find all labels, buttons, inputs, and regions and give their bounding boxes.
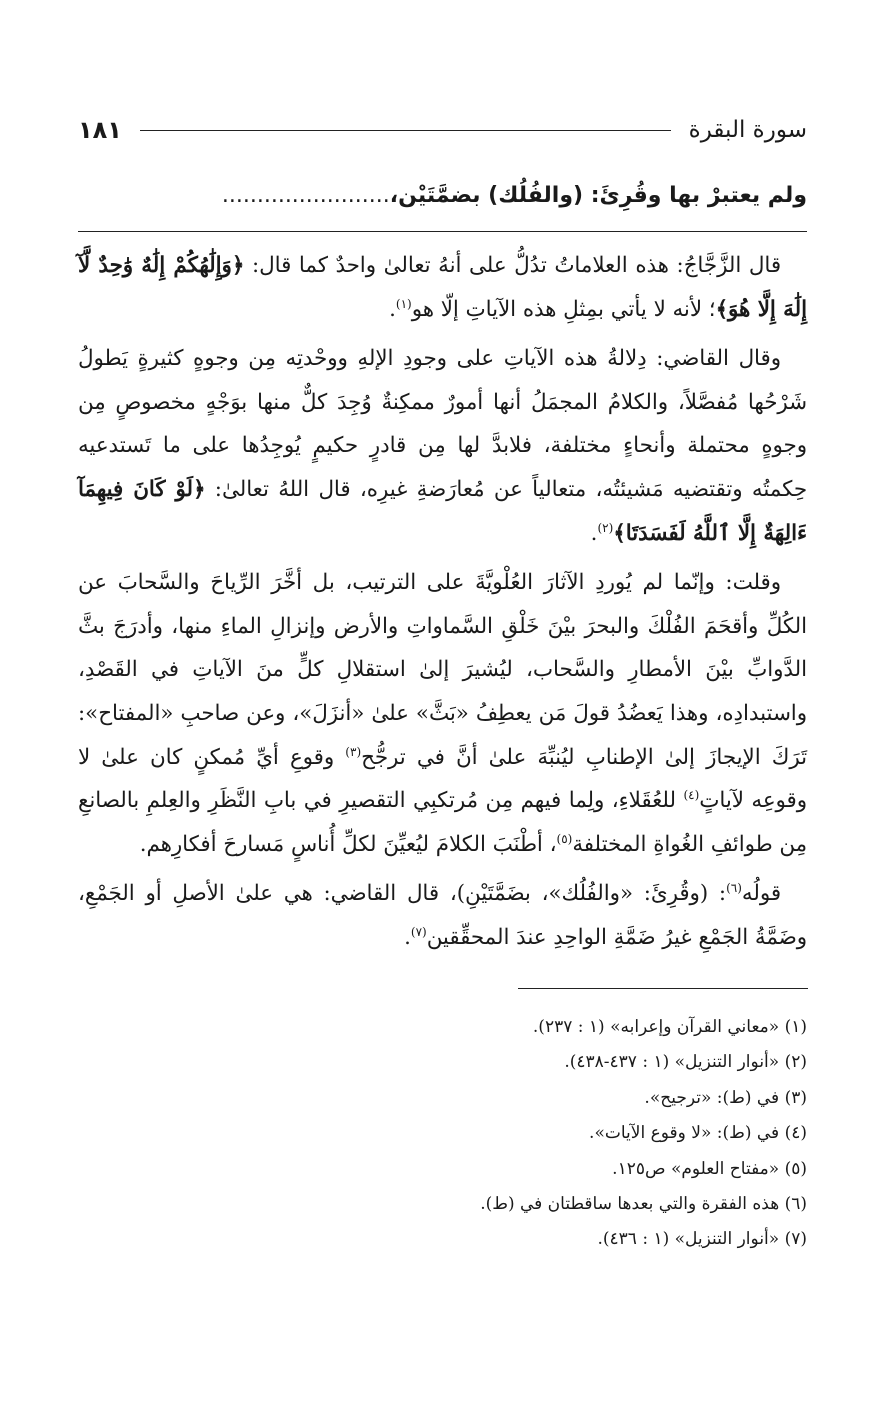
footnote-ref: (٥): [556, 831, 573, 846]
text-run: وقال القاضي: دِلالةُ هذه الآياتِ على وجودِ الإلهِ ووحْدتِه مِن وجوهٍ كثيرةٍ يَطولُ شَرْحُها مُفصَّلاً، والكلامُ المجمَلُ أنها أمورٌ ممكِنةٌ وُجِدَ كلٌّ منها بوَجْهٍ مخصوصٍ مِن وجوهٍ محتملة وأنحاءٍ مختلفة، فلابدَّ لها مِن قادرٍ حكيمٍ يُوجِدُها على ما تَستدعيه حِكمتُه وتقتضيه مَشيئتُه، متعالياً عن مُعارَضةِ غيرِه، قال اللهُ تعالىٰ:: [78, 346, 807, 502]
text-run: ، أطْنَبَ الكلامَ ليُعيِّنَ لكلِّ أُناسٍ مَسارحَ أفكارِهم.: [139, 831, 557, 857]
footnote-rule: [518, 988, 808, 989]
footnote-ref: (٤): [683, 788, 700, 803]
text-run: للعُقَلاءِ، ولِما فيهم مِن مُرتكبِي التقصيرِ في بابِ النَّظَرِ والعِلمِ بالصانعِ مِن طوائفِ الغُواةِ المختلفة: [78, 788, 807, 857]
commentary-body: [78, 244, 807, 966]
paragraph-qadi: [78, 337, 807, 555]
footnote-6: (٦) هذه الفقرة والتي بعدها ساقطتان في (ط).: [480, 1194, 807, 1215]
footnote-1: (١) «معاني القرآن وإعرابه» (١ : ٢٣٧).: [532, 1017, 807, 1037]
paragraph-reading: [78, 872, 807, 959]
text-run: قال الزَّجَّاجُ: هذه العلاماتُ تدُلُّ على أنهُ تعالىٰ واحدٌ كما قال:: [244, 253, 782, 278]
header-rule: [140, 130, 671, 131]
page-number: ١٨١: [78, 116, 122, 144]
page-header: [78, 110, 807, 150]
footnote-ref: (٦): [726, 881, 742, 896]
paragraph-author: [78, 561, 807, 866]
text-run: وقوعِ أيِّ مُمكنٍ كان علىٰ لا وقوعِه لآياتٍ: [78, 744, 807, 814]
text-run: .: [404, 924, 411, 950]
footnote-4: (٤) في (ط): «لا وقوع الآيات».: [589, 1123, 807, 1144]
footnote-ref: (٣): [345, 744, 362, 759]
footnote-ref: (٧): [410, 924, 427, 939]
footnotes: [78, 1010, 807, 1258]
text-run: قولُه: [741, 881, 781, 907]
quran-quote: ﴿وَإِلَٰهُكُمْ إِلَٰهٌ وَٰحِدٌ لَّآ إِلَٰهَ إِلَّا هُوَ﴾: [78, 253, 807, 322]
lemma-text: ولم يعتبرْ بها وقُرِئَ: (والفُلُك) بضمَّتَيْن،: [389, 183, 807, 208]
footnote-ref: (٢): [597, 520, 614, 535]
text-run: ؛ لأنه لا يأتي بمِثلِ هذه الآياتِ إلّا هو: [411, 296, 716, 322]
paragraph-zajjaj: [78, 244, 807, 331]
text-run: .: [590, 520, 598, 546]
running-title: سورة البقرة: [688, 117, 807, 143]
footnote-7: (٧) «أنوار التنزيل» (١ : ٤٣٦).: [597, 1229, 807, 1250]
footnote-5: (٥) «مفتاح العلوم» ص١٢٥.: [612, 1158, 807, 1179]
lemma-rule: [78, 231, 807, 232]
footnote-ref: (١): [395, 296, 412, 311]
text-run: .: [389, 296, 396, 322]
text-run: وقلت: وإنّما لم يُوردِ الآثارَ العُلْويَّةَ على الترتيب، بل أخَّرَ الرِّياحَ والسَّحابَ عن الكُلِّ وأقحَمَ الفُلْكَ والبحرَ بيْنَ خَلْقِ السَّماواتِ والأرض وإنزالِ الماءِ منها، وأدرَجَ بثَّ الدَّوابِّ بيْنَ الأمطارِ والسَّحاب، ليُشيرَ إلىٰ استقلالِ كلٍّ منَ الآياتِ في القَصْدِ، واستبدادِه، وهذا يَعضُدُ قولَ مَن يعطِفُ «بَثَّ» علىٰ «أنزَلَ»، وعن صاحبِ «المفتاح»: تَرَكَ الإيجازَ إلىٰ الإطنابِ ليُنبِّهَ علىٰ أنَّ في ترجُّح: [78, 570, 807, 770]
footnote-3: (٣) في (ط): «ترجيح».: [644, 1087, 807, 1108]
lemma-line: [78, 176, 807, 216]
footnote-2: (٢) «أنوار التنزيل» (١ : ٤٣٧-٤٣٨).: [564, 1052, 807, 1073]
quran-quote: ﴿لَوْ كَانَ فِيهِمَآ ءَالِهَةٌ إِلَّا ٱللَّهُ لَفَسَدَتَا﴾: [78, 476, 807, 546]
text-run: : (وقُرِئَ: «والفُلُك»، بضَمَّتَيْنِ)، قال القاضي: هي علىٰ الأصلِ أو الجَمْعِ، وضَمَّةُ الجَمْعِ غيرُ ضَمَّةِ الواحِدِ عندَ المحقِّقين: [78, 881, 807, 950]
lemma-dots: ........................: [221, 183, 390, 208]
